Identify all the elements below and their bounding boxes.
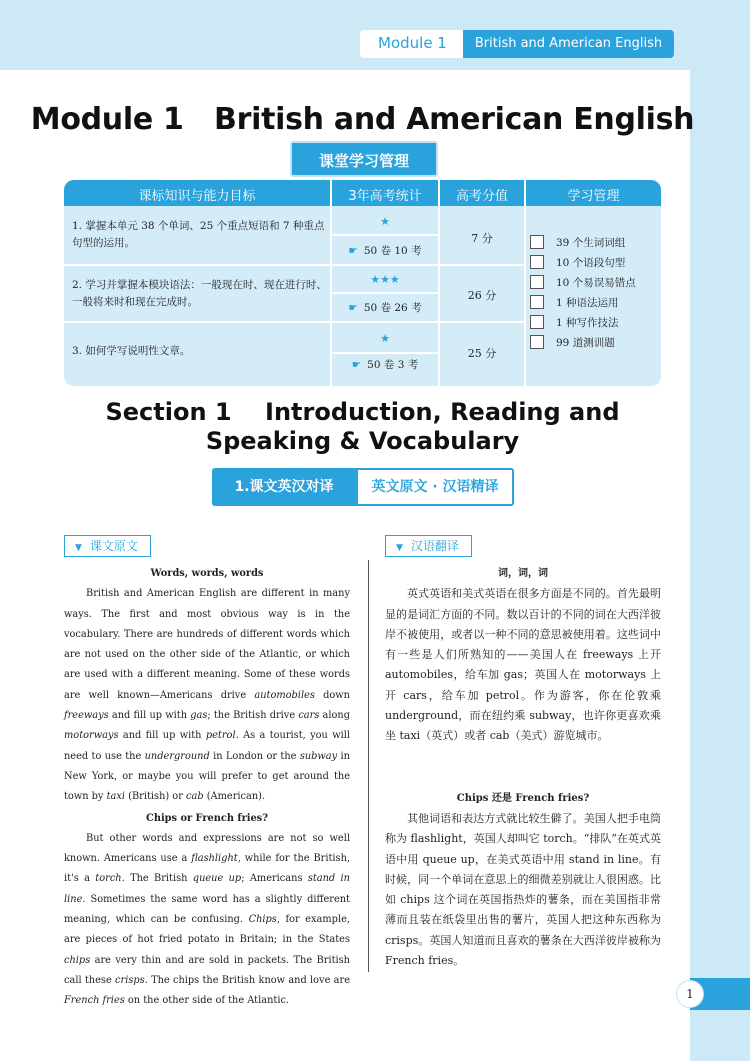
header-module-title: British and American English bbox=[463, 30, 674, 58]
header-goals: 课标知识与能力目标 bbox=[138, 189, 256, 204]
text-segment: But other words and expressions are not so well known. Americans use a bbox=[64, 832, 350, 865]
section-title-line2: Speaking & Vocabulary bbox=[205, 427, 520, 455]
section-title-line1: Section 1 Introduction, Reading and bbox=[105, 398, 620, 426]
chinese-paragraph-1: 英式英语和美式英语在很多方面是不同的。首先最明显的是词汇方面的不同。数以百计的不同的词在大西洋彼岸不被使用，或者以一种不同的意思被使用着。这些词中有一些是人们所熟知的——美国人在 freeways 上开 automobiles，给车加 gas；英国人在 motorways 上开 cars，给车加 petrol。作为游客，你在伦敦乘 underground，而在纽约乘 subway，也许你更喜欢乘坐 taxi（英式）或者 cab（美式）游览城市。 bbox=[385, 587, 661, 743]
table-cell-divider bbox=[332, 292, 438, 294]
management-item[interactable] bbox=[530, 274, 636, 290]
text-segment: along bbox=[319, 710, 351, 722]
goal-table bbox=[64, 180, 661, 386]
italic-term: gas bbox=[190, 710, 208, 722]
page-number: 1 bbox=[676, 980, 704, 1008]
exam-count-text: 50 卷 26 考 bbox=[363, 302, 422, 314]
table-cell-divider bbox=[332, 234, 438, 236]
goal-item: 2. 学习并掌握本模块语法：一般现在时、现在进行时、一般将来时和现在完成时。 bbox=[72, 279, 327, 308]
italic-term: Chips bbox=[248, 914, 277, 926]
triangle-down-icon: ▼ bbox=[396, 543, 403, 553]
text-segment: , for example, are pieces of hot fried potato in Britain; in the States bbox=[64, 914, 350, 946]
text-segment: on the other side of the Atlantic. bbox=[124, 995, 290, 1007]
table-divider bbox=[524, 180, 526, 386]
management-item-label: 10 个易误易错点 bbox=[556, 276, 636, 289]
english-column-label bbox=[64, 535, 151, 557]
text-segment: and fill up with bbox=[118, 730, 206, 742]
text-segment: . Sometimes the same word has a slightly different meaning, which can be confusing. bbox=[64, 893, 350, 926]
text-segment: (British) or bbox=[125, 791, 187, 803]
text-segment: ; Americans bbox=[241, 873, 308, 885]
text-segment: are very thin and are sold in packets. The British call these bbox=[64, 954, 350, 986]
text-segment: ; the British drive bbox=[207, 710, 299, 722]
goal-item: 3. 如何学写说明性文章。 bbox=[72, 345, 191, 357]
management-item[interactable] bbox=[530, 334, 615, 350]
translation-bar-right: 英文原文 · 汉语精译 bbox=[356, 468, 514, 506]
italic-term: flashlight bbox=[191, 853, 238, 865]
text-segment: in New York, or maybe you will prefer to get around the town by bbox=[64, 750, 350, 803]
module-title: Module 1 British and American English bbox=[30, 102, 695, 137]
exam-count bbox=[332, 243, 438, 258]
text-segment: down bbox=[314, 689, 350, 701]
score-value: 25 分 bbox=[467, 347, 497, 360]
italic-term: torch bbox=[95, 873, 122, 885]
text-segment: in London or the bbox=[209, 750, 300, 762]
italic-term: motorways bbox=[64, 730, 119, 742]
side-band bbox=[690, 0, 750, 1061]
table-row-divider bbox=[64, 321, 524, 323]
exam-count-text: 50 卷 3 考 bbox=[367, 359, 419, 371]
exam-count-text: 50 卷 10 考 bbox=[363, 245, 422, 257]
header-score: 高考分值 bbox=[455, 189, 508, 204]
management-item[interactable] bbox=[530, 294, 619, 310]
text-segment: (American). bbox=[203, 791, 266, 803]
score-value: 7 分 bbox=[471, 232, 493, 245]
english-title-1: Words, words, words bbox=[150, 568, 264, 579]
score-value: 26 分 bbox=[467, 289, 497, 302]
text-segment: . The British bbox=[121, 873, 193, 885]
pointing-hand-icon: ☛ bbox=[351, 359, 362, 371]
italic-term: chips bbox=[64, 954, 91, 966]
management-item[interactable] bbox=[530, 254, 625, 270]
italic-term: taxi bbox=[106, 791, 126, 803]
triangle-down-icon: ▼ bbox=[75, 543, 82, 553]
translation-bar-left: 1.课文英汉对译 bbox=[212, 468, 356, 506]
star-rating: ★ bbox=[380, 332, 390, 345]
header-stats: 3年高考统计 bbox=[348, 189, 422, 204]
checkbox[interactable] bbox=[530, 235, 544, 249]
chinese-text bbox=[385, 564, 661, 971]
italic-term: crisps bbox=[115, 974, 145, 986]
management-item-label: 99 道测训题 bbox=[556, 336, 615, 349]
pointing-hand-icon: ☛ bbox=[348, 245, 358, 257]
checkbox[interactable] bbox=[530, 275, 544, 289]
text-segment: and fill up with bbox=[108, 710, 191, 722]
management-label: 课堂学习管理 bbox=[290, 141, 438, 177]
translation-bar bbox=[212, 468, 514, 506]
management-item[interactable] bbox=[530, 314, 619, 330]
italic-term: cab bbox=[186, 791, 204, 803]
italic-term: French fries bbox=[64, 995, 125, 1007]
star-rating: ★ bbox=[380, 215, 390, 228]
italic-term: freeways bbox=[64, 710, 109, 722]
pointing-hand-icon: ☛ bbox=[348, 302, 358, 314]
english-paragraph-1 bbox=[64, 584, 350, 807]
text-segment: . The chips the British know and love are bbox=[144, 974, 350, 986]
english-title-2: Chips or French fries? bbox=[146, 812, 268, 824]
column-divider bbox=[368, 560, 369, 972]
goal-item: 1. 掌握本单元 38 个单词、25 个重点短语和 7 种重点句型的运用。 bbox=[72, 220, 325, 249]
italic-term: automobiles bbox=[254, 689, 315, 701]
english-paragraph-2 bbox=[64, 829, 350, 1012]
checkbox[interactable] bbox=[530, 295, 544, 309]
management-item-label: 1 种写作技法 bbox=[556, 316, 619, 329]
italic-term: underground bbox=[144, 750, 210, 762]
exam-count bbox=[332, 300, 438, 315]
management-item-label: 39 个生词词组 bbox=[556, 236, 626, 249]
checkbox[interactable] bbox=[530, 315, 544, 329]
english-text bbox=[64, 564, 350, 1012]
section-title bbox=[0, 398, 725, 456]
italic-term: cars bbox=[298, 710, 320, 722]
italic-term: petrol bbox=[205, 730, 236, 742]
management-item-label: 10 个语段句型 bbox=[556, 256, 626, 269]
checkbox[interactable] bbox=[530, 255, 544, 269]
italic-term: stand in line bbox=[64, 873, 350, 905]
star-rating: ★★★ bbox=[370, 273, 400, 286]
header-module-label: Module 1 bbox=[360, 30, 463, 58]
italic-term: subway bbox=[299, 750, 338, 762]
chinese-column-label-text: 汉语翻译 bbox=[410, 539, 459, 553]
english-column-label-text: 课文原文 bbox=[89, 539, 138, 553]
goal-table-header bbox=[64, 180, 661, 206]
checkbox[interactable] bbox=[530, 335, 544, 349]
table-cell-divider bbox=[332, 352, 438, 354]
text-segment: British and American English are different in many ways. The first and most obvious way is in the vocabulary. There are hundreds of different words which are not used on the other side of the Atlantic, or which are used with a different meaning. Some of these words are well known—Americans drive bbox=[64, 588, 350, 701]
chinese-title-2: Chips 还是 French fries? bbox=[456, 792, 590, 804]
italic-term: queue up bbox=[192, 873, 242, 885]
header-tab bbox=[360, 30, 674, 58]
exam-count bbox=[332, 357, 438, 372]
text-segment: , while for the British, it's a bbox=[64, 853, 350, 885]
text-segment: . As a tourist, you will need to use the bbox=[64, 730, 351, 762]
management-item[interactable] bbox=[530, 234, 625, 250]
chinese-paragraph-2: 其他词语和表达方式就比较生僻了。美国人把手电筒称为 flashlight，英国人却叫它 torch。“排队”在英式英语中用 queue up，在美式英语中用 stand in line。有时候，同一个单词在意思上的细微差别就让人很困惑。比如 chips 这个词在英国指热炸的薯条，而在美国指非常薄而且装在纸袋里出售的薯片，英国人把这种东西称为 crisps。英国人知道而且喜欢的薯条在大西洋彼岸被称为 French fries。 bbox=[385, 811, 661, 968]
chinese-title-1: 词，词，词 bbox=[498, 568, 548, 579]
chinese-column-label bbox=[385, 535, 472, 557]
header-management: 学习管理 bbox=[567, 189, 620, 204]
management-item-label: 1 种语法运用 bbox=[556, 296, 619, 309]
table-row-divider bbox=[64, 264, 524, 266]
